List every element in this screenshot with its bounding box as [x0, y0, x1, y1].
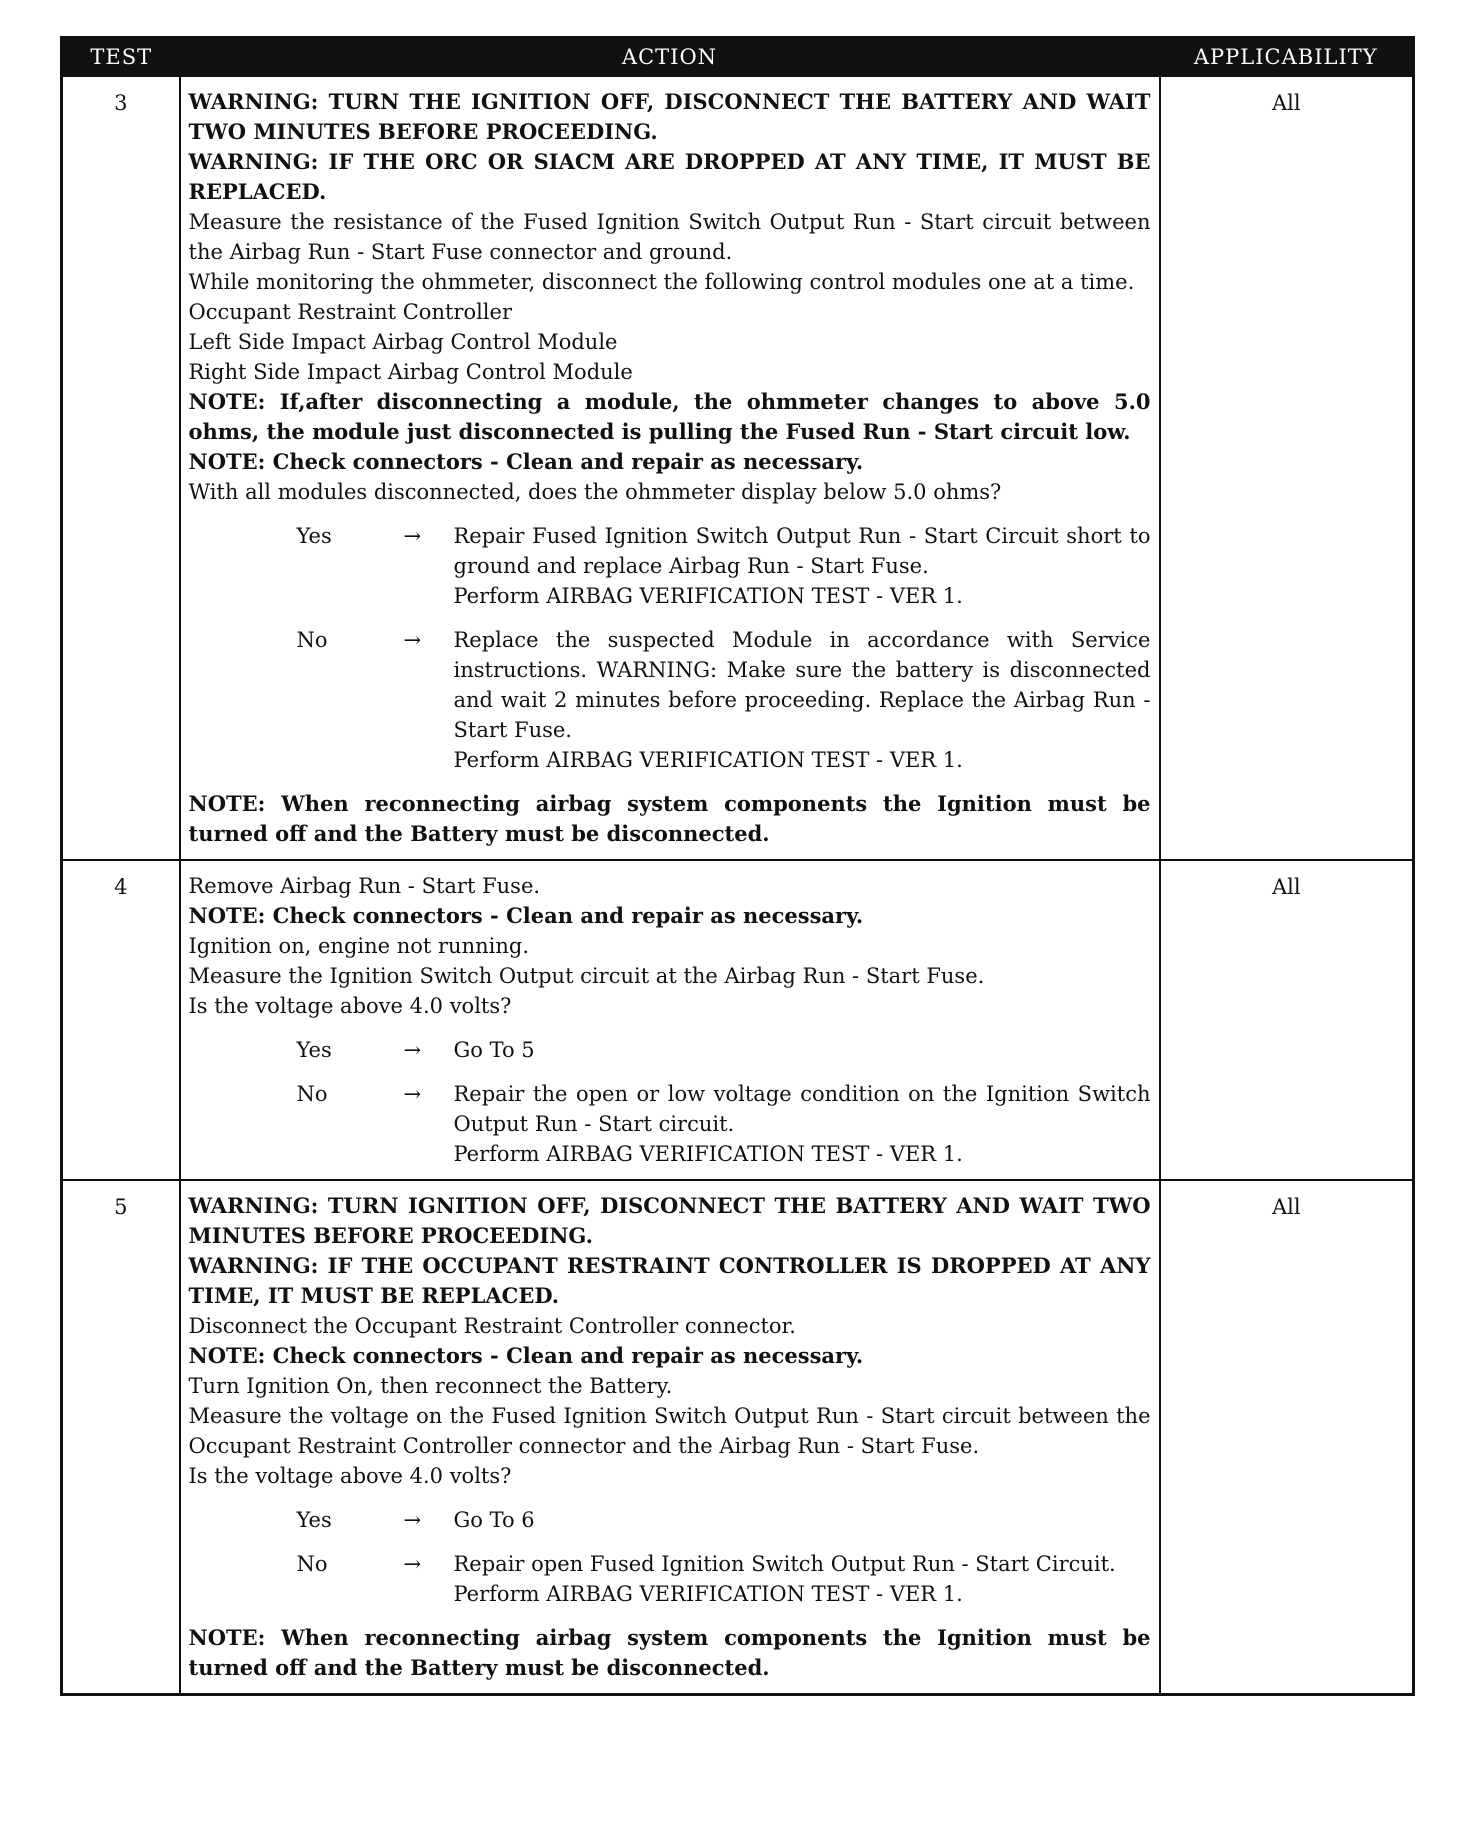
branch-result-line: Perform AIRBAG VERIFICATION TEST - VER 1.: [453, 1142, 963, 1166]
action-cell: [180, 1180, 1160, 1695]
action-step: Remove Airbag Run - Start Fuse.: [188, 874, 541, 898]
applicability-value: All: [1160, 860, 1414, 1180]
branch-result-line: Go To 5: [453, 1038, 535, 1062]
branch-result-line: Perform AIRBAG VERIFICATION TEST - VER 1.: [453, 1582, 963, 1606]
action-warning-note: WARNING: TURN THE IGNITION OFF, DISCONNECT THE BATTERY AND WAIT TWO MINUTES BEFORE PROCEEDING.: [188, 89, 1151, 144]
table-body: [62, 76, 1414, 1695]
action-step: Is the voltage above 4.0 volts?: [188, 994, 512, 1018]
table-row: [62, 1180, 1414, 1695]
table-header-row: [62, 38, 1414, 77]
right-arrow-icon: →: [403, 1508, 422, 1532]
action-step: Measure the Ignition Switch Output circuit at the Airbag Run - Start Fuse.: [188, 964, 985, 988]
branch-result-line: Repair open Fused Ignition Switch Output Run - Start Circuit.: [453, 1552, 1116, 1576]
action-step: Occupant Restraint Controller: [188, 300, 512, 324]
branch-result-line: Go To 6: [453, 1508, 535, 1532]
right-arrow-icon: →: [403, 1082, 422, 1106]
branch-answer: Yes: [296, 1508, 332, 1532]
action-step: With all modules disconnected, does the ohmmeter display below 5.0 ohms?: [188, 480, 1002, 504]
branch-answer: Yes: [296, 524, 332, 548]
right-arrow-icon: →: [403, 524, 422, 548]
branch-yes: [189, 1505, 1151, 1535]
branch-no: [189, 1079, 1151, 1169]
branch-result-line: Repair the open or low voltage condition on the Ignition Switch Output Run - Start circuit.: [453, 1082, 1151, 1136]
action-step: Disconnect the Occupant Restraint Controller connector.: [188, 1314, 796, 1338]
branch-yes: [189, 1035, 1151, 1065]
action-warning-note: NOTE: Check connectors - Clean and repair as necessary.: [188, 903, 864, 928]
action-warning-note: NOTE: Check connectors - Clean and repair as necessary.: [188, 1343, 864, 1368]
reconnect-note: NOTE: When reconnecting airbag system components the Ignition must be turned off and the Battery must be disconnected.: [188, 791, 1151, 846]
branch-result-line: Perform AIRBAG VERIFICATION TEST - VER 1.: [453, 748, 963, 772]
diagnostic-table: [60, 36, 1415, 1696]
applicability-value: All: [1160, 76, 1414, 860]
action-step: Measure the resistance of the Fused Ignition Switch Output Run - Start circuit between the Airbag Run - Start Fuse connector and ground.: [188, 210, 1151, 264]
branch-result: [454, 1549, 1151, 1609]
table-row: [62, 860, 1414, 1180]
branch-answer: No: [296, 1552, 328, 1576]
branch-yes: [189, 521, 1151, 611]
branch-result: [454, 1035, 1151, 1065]
action-step: Turn Ignition On, then reconnect the Battery.: [188, 1374, 673, 1398]
header-applicability: APPLICABILITY: [1160, 38, 1414, 77]
action-cell: [180, 860, 1160, 1180]
right-arrow-icon: →: [403, 628, 422, 652]
test-number: 3: [62, 76, 180, 860]
test-number: 5: [62, 1180, 180, 1695]
action-step: Ignition on, engine not running.: [188, 934, 529, 958]
applicability-value: All: [1160, 1180, 1414, 1695]
action-step: Left Side Impact Airbag Control Module: [188, 330, 618, 354]
header-test: TEST: [62, 38, 180, 77]
document-page: [60, 36, 1412, 1696]
action-cell: [180, 76, 1160, 860]
action-step: Right Side Impact Airbag Control Module: [188, 360, 633, 384]
branch-result: [454, 1505, 1151, 1535]
branch-result: [454, 625, 1151, 775]
right-arrow-icon: →: [403, 1038, 422, 1062]
branch-answer: No: [296, 1082, 328, 1106]
branch-result: [454, 521, 1151, 611]
branch-answer: Yes: [296, 1038, 332, 1062]
branch-answer: No: [296, 628, 328, 652]
branch-no: [189, 1549, 1151, 1609]
branch-result-line: Perform AIRBAG VERIFICATION TEST - VER 1.: [453, 584, 963, 608]
action-step: Is the voltage above 4.0 volts?: [188, 1464, 512, 1488]
action-warning-note: WARNING: IF THE ORC OR SIACM ARE DROPPED AT ANY TIME, IT MUST BE REPLACED.: [188, 149, 1151, 204]
right-arrow-icon: →: [403, 1552, 422, 1576]
table-row: [62, 76, 1414, 860]
branch-no: [189, 625, 1151, 775]
action-warning-note: WARNING: IF THE OCCUPANT RESTRAINT CONTROLLER IS DROPPED AT ANY TIME, IT MUST BE REPLACED.: [188, 1253, 1151, 1308]
test-number: 4: [62, 860, 180, 1180]
action-warning-note: NOTE: Check connectors - Clean and repair as necessary.: [188, 449, 864, 474]
branch-result-line: Replace the suspected Module in accordance with Service instructions. WARNING: Make sure the battery is disconnected and wait 2 minutes before proceeding. Replace the Airbag Run - Start Fuse.: [453, 628, 1151, 742]
action-step: Measure the voltage on the Fused Ignition Switch Output Run - Start circuit between the Occupant Restraint Controller connector and the Airbag Run - Start Fuse.: [188, 1404, 1151, 1458]
header-action: ACTION: [180, 38, 1160, 77]
reconnect-note: NOTE: When reconnecting airbag system components the Ignition must be turned off and the Battery must be disconnected.: [188, 1625, 1151, 1680]
branch-result: [454, 1079, 1151, 1169]
action-warning-note: WARNING: TURN IGNITION OFF, DISCONNECT THE BATTERY AND WAIT TWO MINUTES BEFORE PROCEEDING.: [188, 1193, 1151, 1248]
action-warning-note: NOTE: If,after disconnecting a module, the ohmmeter changes to above 5.0 ohms, the module just disconnected is pulling the Fused Run - Start circuit low.: [188, 389, 1151, 444]
action-step: While monitoring the ohmmeter, disconnect the following control modules one at a time.: [188, 270, 1135, 294]
branch-result-line: Repair Fused Ignition Switch Output Run - Start Circuit short to ground and replace Airbag Run - Start Fuse.: [453, 524, 1151, 578]
